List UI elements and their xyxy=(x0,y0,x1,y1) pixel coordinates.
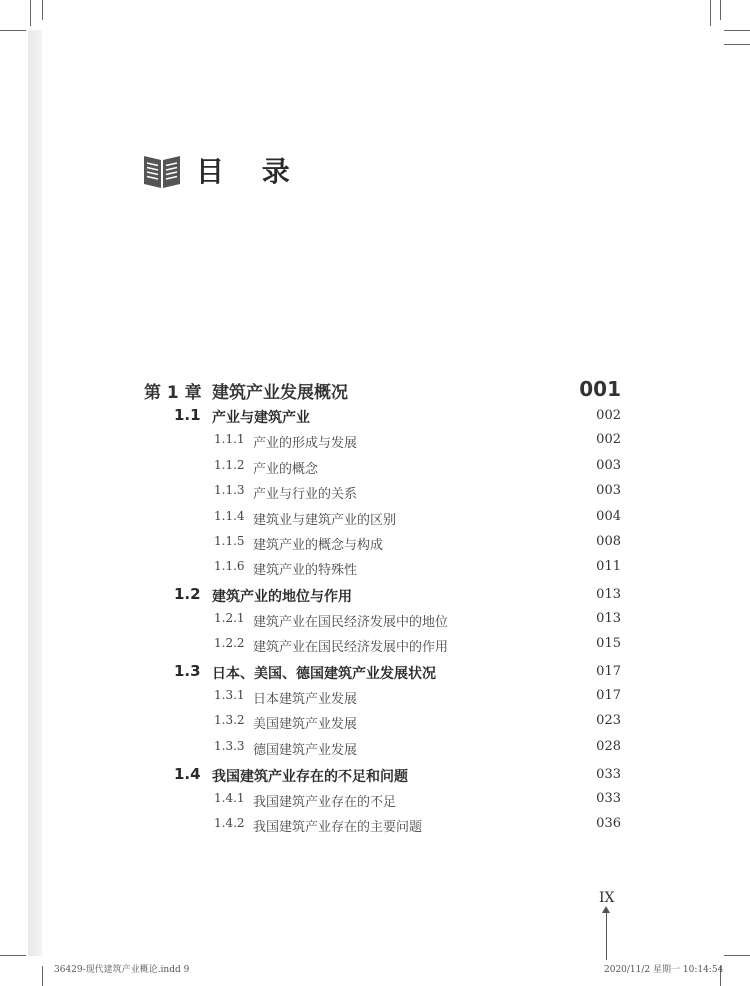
page-number: IX xyxy=(599,890,615,906)
toc-entry-label: 建筑产业的地位与作用 xyxy=(212,589,352,605)
toc-entry-number: 1.2.2 xyxy=(214,636,245,650)
toc-entry-number: 1.3.1 xyxy=(214,688,245,702)
toc-entry-number: 1.1.3 xyxy=(214,483,245,497)
toc-entry-number: 1.2 xyxy=(174,585,201,603)
registration-line xyxy=(606,910,607,960)
toc-entry-number: 1.4 xyxy=(174,765,201,783)
toc-entry-page: 001 xyxy=(579,377,621,401)
toc-entry-page: 008 xyxy=(596,534,621,549)
toc-entry-label: 日本、美国、德国建筑产业发展状况 xyxy=(212,666,436,682)
file-slug: 36429-现代建筑产业概论.indd 9 xyxy=(54,965,190,975)
toc-entry-page: 028 xyxy=(596,739,621,754)
toc-entry-label: 建筑产业的特殊性 xyxy=(253,563,358,578)
toc-entry-label: 建筑产业发展概况 xyxy=(212,383,348,403)
toc-entry-page: 033 xyxy=(596,791,621,806)
toc-entry-page: 033 xyxy=(596,767,621,782)
toc-entry-number: 1.1.6 xyxy=(214,559,245,573)
toc-entry-label: 建筑业与建筑产业的区别 xyxy=(253,513,397,528)
toc-entry-label: 产业的概念 xyxy=(253,462,319,477)
toc-entry-label: 建筑产业的概念与构成 xyxy=(253,538,384,553)
toc-entry-label: 我国建筑产业存在的不足 xyxy=(253,795,397,810)
toc-entry-number: 1.1 xyxy=(174,406,201,424)
toc-entry-page: 015 xyxy=(596,636,621,651)
toc-entry-number: 1.1.5 xyxy=(214,534,245,548)
toc-entry-label: 建筑产业在国民经济发展中的作用 xyxy=(253,640,449,655)
toc-entry-label: 我国建筑产业存在的主要问题 xyxy=(253,820,423,835)
toc-entry-page: 004 xyxy=(596,509,621,524)
toc-entry-label: 产业与行业的关系 xyxy=(253,487,358,502)
toc-entry-label: 美国建筑产业发展 xyxy=(253,717,358,732)
toc-entry-page: 003 xyxy=(596,483,621,498)
page-title: 目 录 xyxy=(196,155,304,188)
toc-entry-number: 1.1.2 xyxy=(214,458,245,472)
toc-entry-page: 017 xyxy=(596,688,621,703)
toc-entry-page: 017 xyxy=(596,664,621,679)
toc-entry-label: 产业的形成与发展 xyxy=(253,436,358,451)
toc-entry-number: 1.2.1 xyxy=(214,611,245,625)
toc-entry-number: 1.4.1 xyxy=(214,791,245,805)
toc-entry-label: 日本建筑产业发展 xyxy=(253,692,358,707)
toc-entry-page: 023 xyxy=(596,713,621,728)
toc-entry-number: 1.3 xyxy=(174,662,201,680)
toc-entry-number: 1.1.1 xyxy=(214,432,245,446)
toc-entry-label: 建筑产业在国民经济发展中的地位 xyxy=(253,615,449,630)
toc-entry-page: 011 xyxy=(596,559,621,574)
toc-entry-page: 036 xyxy=(596,816,621,831)
toc-entry-number: 第 1 章 xyxy=(144,383,202,403)
toc-entry-number: 1.3.3 xyxy=(214,739,245,753)
toc-entry-number: 1.1.4 xyxy=(214,509,245,523)
toc-entry-number: 1.3.2 xyxy=(214,713,245,727)
timestamp-slug: 2020/11/2 星期一 10:14:54 xyxy=(604,965,724,975)
toc-entry-page: 003 xyxy=(596,458,621,473)
toc-entry-page: 002 xyxy=(596,408,621,423)
toc-entry-page: 002 xyxy=(596,432,621,447)
toc-entry-page: 013 xyxy=(596,611,621,626)
toc-entry-label: 德国建筑产业发展 xyxy=(253,743,358,758)
toc-entry-label: 我国建筑产业存在的不足和问题 xyxy=(212,769,408,785)
toc-entry-number: 1.4.2 xyxy=(214,816,245,830)
toc-entry-label: 产业与建筑产业 xyxy=(212,410,310,426)
toc-entry-page: 013 xyxy=(596,587,621,602)
registration-arrow-icon xyxy=(602,906,610,913)
